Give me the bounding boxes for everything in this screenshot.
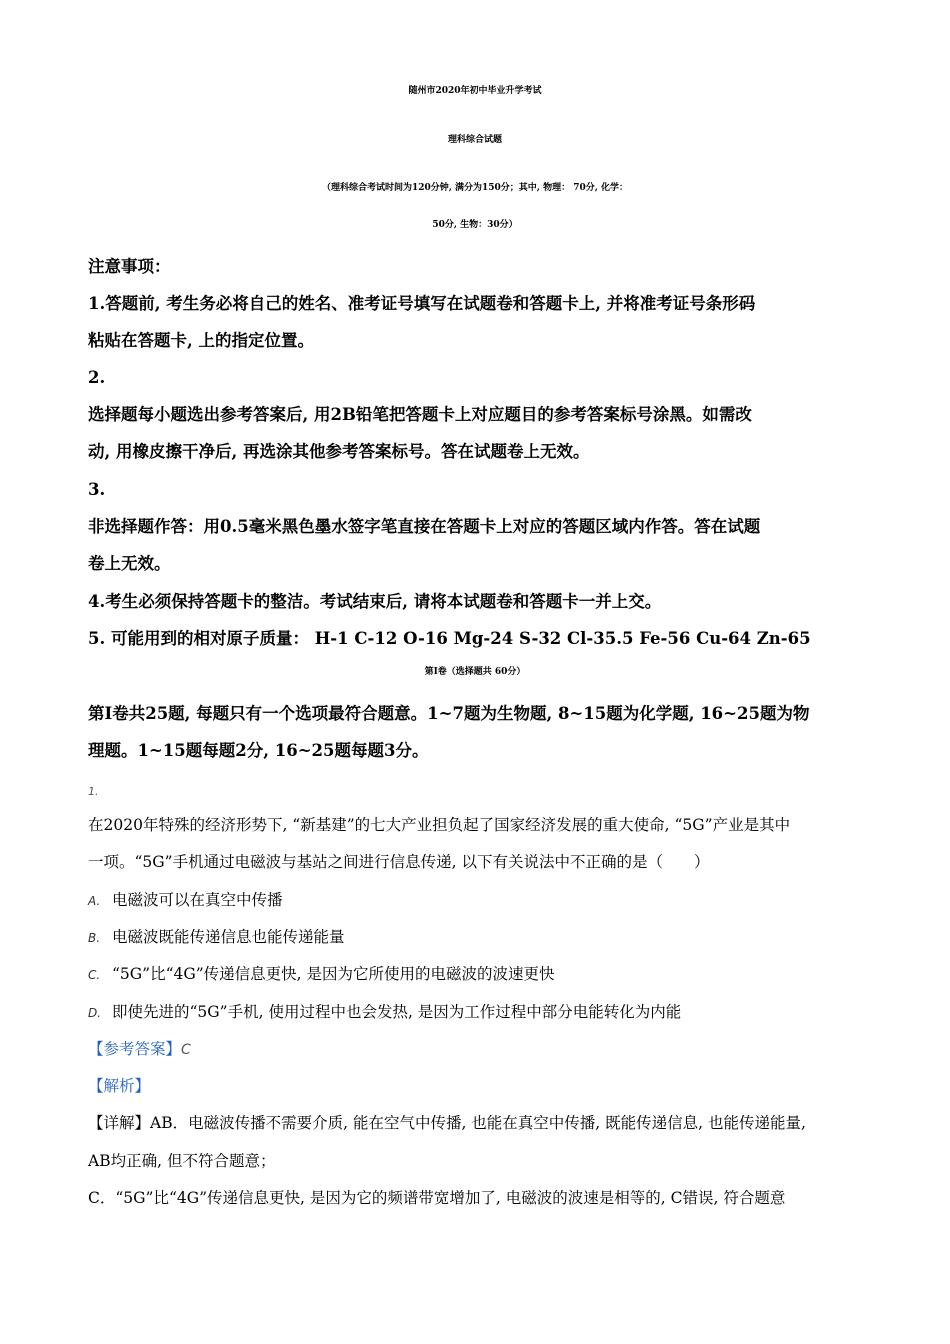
option-a [88,893,283,909]
option-b-letter: B. [88,931,101,945]
option-c [88,967,555,983]
answer-value: C [181,1042,191,1058]
section-desc-line-1: 第I卷共25题, 每题只有一个选项最符合题意。1~7题为生物题, 8~15题为化学题, 16~25题为物 [88,704,810,723]
option-b [88,930,345,946]
detail-line-2: AB均正确, 但不符合题意； [88,1152,276,1170]
question-number-text: 1. [88,785,99,798]
analysis-tag: 【解析】 [88,1077,151,1095]
note-2-line-1: 选择题每小题选出参考答案后, 用2B铅笔把答题卡上对应题目的参考答案标号涂黑。如需改 [88,405,752,424]
note-1-line-2: 粘贴在答题卡, 上的指定位置。 [88,331,314,350]
detail-line-1: 【详解】AB．电磁波传播不需要介质, 能在空气中传播, 也能在真空中传播, 既能传递信息, 也能传递能量, [88,1114,806,1132]
option-c-letter: C. [88,968,101,982]
notes-heading: 注意事项： [88,257,171,276]
note-3-line-1: 非选择题作答：用0.5毫米黑色墨水签字笔直接在答题卡上对应的答题区域内作答。答在试题 [88,517,761,536]
note-3-number: 3. [88,480,106,499]
answer-line [88,1042,191,1058]
note-1-line-1: 1.答题前, 考生务必将自己的姓名、准考证号填写在试题卷和答题卡上, 并将准考证号条形码 [88,294,756,313]
option-a-text: 电磁波可以在真空中传播 [112,891,283,909]
option-d-letter: D. [88,1006,102,1020]
exam-info-line-2: 50分, 生物：30分） [432,220,518,230]
note-4: 4.考生必须保持答题卡的整洁。考试结束后, 请将本试题卷和答题卡一并上交。 [88,592,662,611]
answer-tag: 【参考答案】 [88,1040,182,1058]
question-number [88,783,99,799]
note-2-line-2: 动, 用橡皮擦干净后, 再选涂其他参考答案标号。答在试题卷上无效。 [88,442,590,461]
option-b-text: 电磁波既能传递信息也能传递能量 [112,928,345,946]
note-3-line-2: 卷上无效。 [88,554,171,573]
question-stem-line-2: 一项。“5G”手机通过电磁波与基站之间进行信息传递, 以下有关说法中不正确的是（ ） [88,853,710,871]
detail-line-3: C．“5G”比“4G”传递信息更快, 是因为它的频谱带宽增加了, 电磁波的波速是相等的, C错误, 符合题意 [88,1189,786,1207]
exam-title: 随州市2020年初中毕业升学考试 [408,86,542,96]
section-title: 第I卷（选择题共 60分） [424,667,526,677]
question-stem-line-1: 在2020年特殊的经济形势下, “新基建”的七大产业担负起了国家经济发展的重大使命, “5G”产业是其中 [88,816,791,834]
section-desc-line-2: 理题。1~15题每题2分, 16~25题每题3分。 [88,741,429,760]
option-d [88,1005,681,1021]
option-c-text: “5G”比“4G”传递信息更快, 是因为它所使用的电磁波的波速更快 [112,965,555,983]
exam-info-line-1: （理科综合考试时间为120分钟, 满分为150分；其中, 物理： 70分, 化学： [321,183,629,193]
exam-subtitle: 理科综合试题 [447,135,502,145]
note-5-atomic-masses: 5. 可能用到的相对原子质量： H-1 C-12 O-16 Mg-24 S-32 Cl-35.5 Fe-56 Cu-64 Zn-65 [88,629,811,648]
option-a-letter: A. [88,894,101,908]
option-d-text: 即使先进的“5G”手机, 使用过程中也会发热, 是因为工作过程中部分电能转化为内能 [112,1003,682,1021]
note-2-number: 2. [88,368,106,387]
